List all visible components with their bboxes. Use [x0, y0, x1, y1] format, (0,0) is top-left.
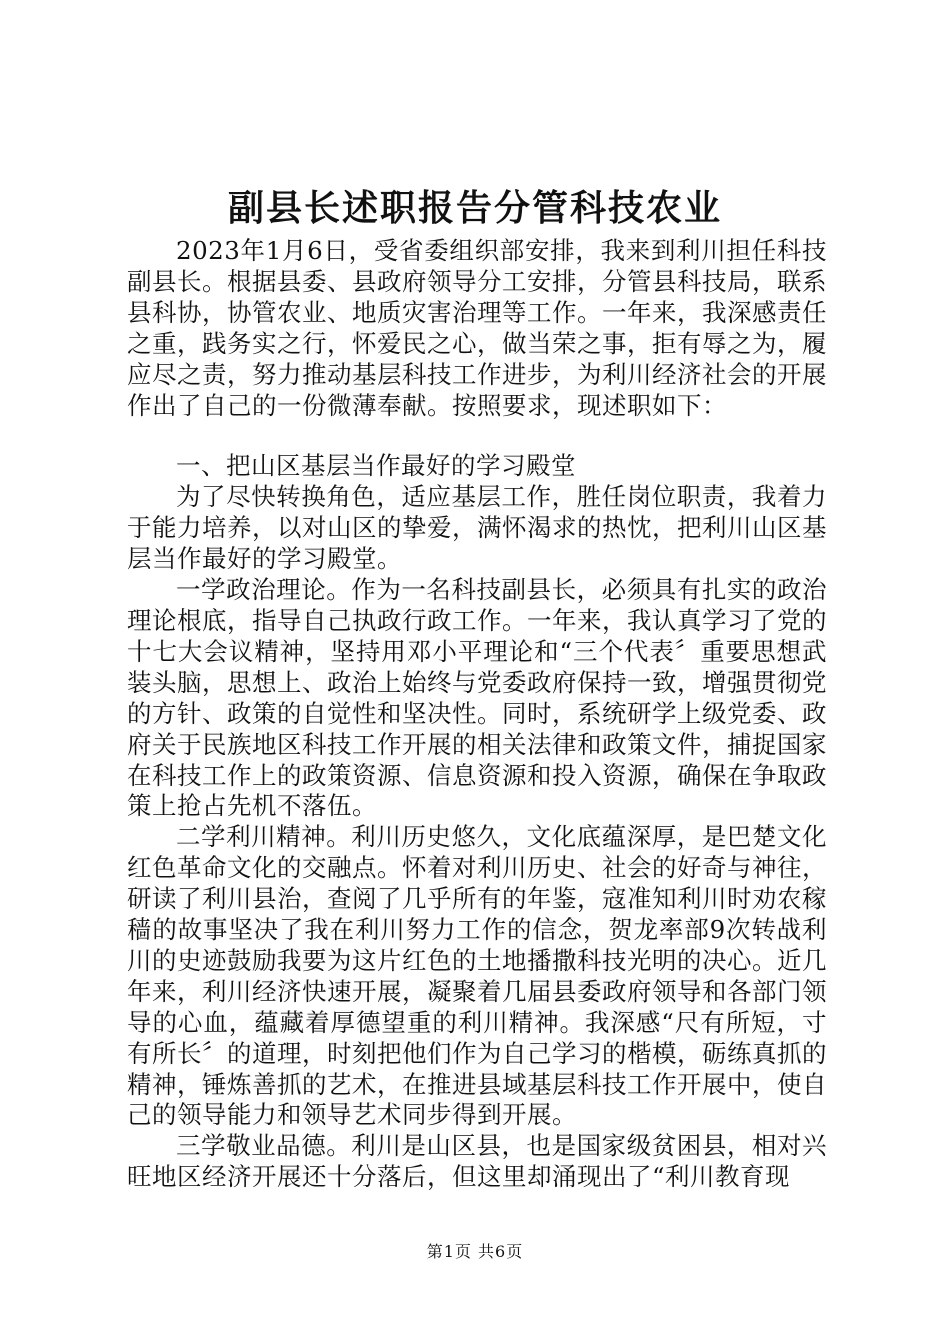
section-heading: 一、把山区基层当作最好的学习殿堂: [176, 451, 576, 481]
body-paragraph: 为了尽快转换角色，适应基层工作，胜任岗位职责，我着力于能力培养，以对山区的挚爱，满怀渴求的热忱，把利川山区基层当作最好的学习殿堂。: [127, 482, 827, 574]
page-footer: 第1页 共6页: [426, 1242, 524, 1261]
body-paragraph: 一学政治理论。作为一名科技副县长，必须具有扎实的政治理论根底，指导自己执政行政工作。一年来，我认真学习了党的十七大会议精神，坚持用邓小平理论和“三个代表〞重要思想武装头脑，思想上、政治上始终与党委政府保持一致，增强贯彻党的方针、政策的自觉性和坚决性。同时，系统研学上级党委、政府关于民族地区科技工作开展的相关法律和政策文件，捕捉国家在科技工作上的政策资源、信息资源和投入资源，确保在争取政策上抢占先机不落伍。: [127, 575, 827, 821]
document-body: [127, 236, 827, 1193]
document-title: 副县长述职报告分管科技农业: [227, 187, 722, 229]
body-paragraph: 三学敬业品德。利川是山区县，也是国家级贫困县，相对兴旺地区经济开展还十分落后，但这里却涌现出了“利川教育现: [127, 1131, 827, 1192]
intro-paragraph: 2023年1月6日，受省委组织部安排，我来到利川担任科技副县长。根据县委、县政府领导分工安排，分管县科技局，联系县科协，协管农业、地质灾害治理等工作。一年来，我深感责任之重，践务实之行，怀爱民之心，做当荣之事，拒有辱之为，履应尽之责，努力推动基层科技工作进步，为利川经济社会的开展作出了自己的一份微薄奉献。按照要求，现述职如下：: [127, 236, 827, 420]
body-paragraph: 二学利川精神。利川历史悠久，文化底蕴深厚，是巴楚文化红色革命文化的交融点。怀着对利川历史、社会的好奇与神往，研读了利川县治，查阅了几乎所有的年鉴，寇准知利川时劝农稼穑的故事坚决了我在利川努力工作的信念，贺龙率部9次转战利川的史迹鼓励我要为这片红色的土地播撒科技光明的决心。近几年来，利川经济快速开展，凝聚着几届县委政府领导和各部门领导的心血，蕴藏着厚德望重的利川精神。我深感“尺有所短，寸有所长〞的道理，时刻把他们作为自己学习的楷模，砺练真抓的精神，锤炼善抓的艺术，在推进县域基层科技工作开展中，使自己的领导能力和领导艺术同步得到开展。: [127, 822, 827, 1130]
